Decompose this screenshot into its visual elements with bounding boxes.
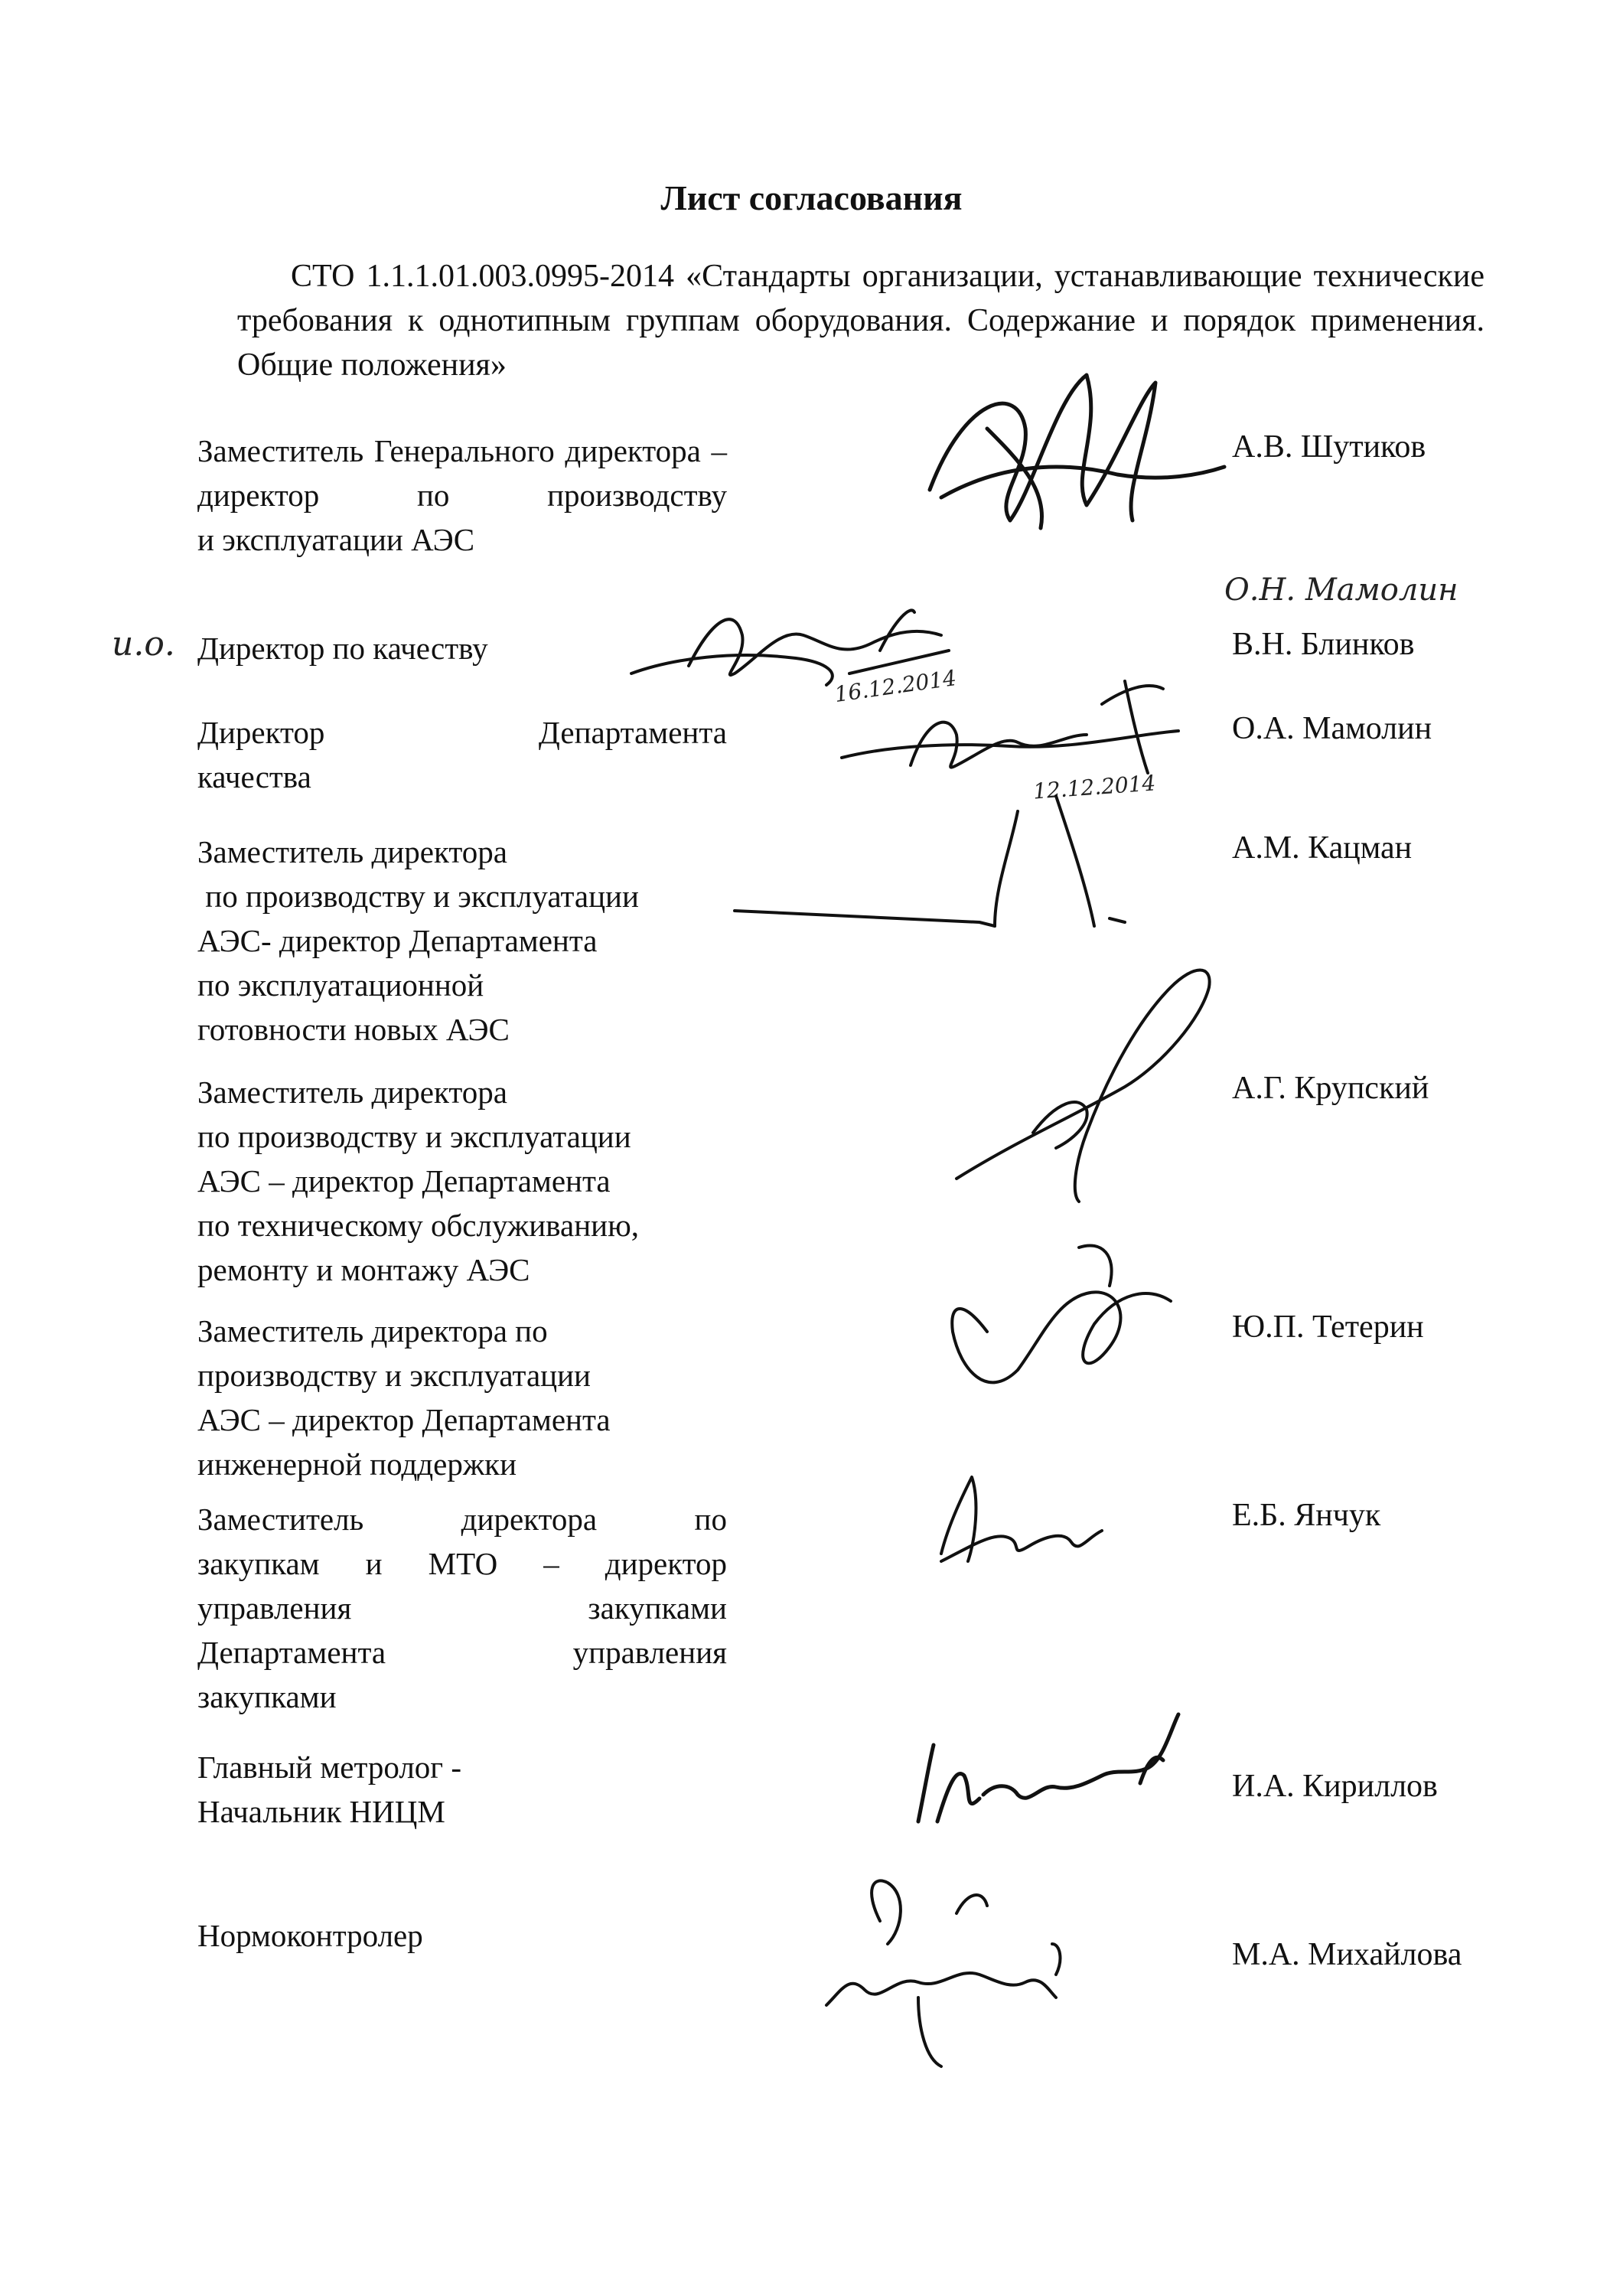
signatory-name-5: А.Г. Крупский (1232, 1071, 1429, 1106)
signature-katsman (735, 796, 1125, 926)
signatory-position-1 (197, 429, 727, 562)
position-line: Директор по качеству (197, 631, 488, 666)
position-line: Заместитель Генерального директора – (197, 433, 727, 468)
signatory-position-9 (197, 1913, 727, 1958)
signatory-name-4: А.М. Кацман (1232, 830, 1413, 866)
signature-mikhaylova (826, 1880, 1060, 2066)
position-line: готовности новых АЭС (197, 1012, 510, 1047)
position-line: качества (197, 759, 311, 794)
signatory-name-2: В.Н. Блинков (1232, 627, 1415, 662)
position-line: Департамента управления (197, 1635, 727, 1670)
position-line: и эксплуатации АЭС (197, 522, 475, 557)
signature-krupsky (957, 970, 1210, 1202)
position-line: закупками (197, 1679, 337, 1714)
document-title: Лист согласования (660, 178, 963, 217)
position-line: Начальник НИЦМ (197, 1794, 445, 1829)
document-subject (237, 254, 1484, 387)
signatory-position-5 (197, 1070, 727, 1292)
position-line: инженерной поддержки (197, 1446, 517, 1482)
signatory-name-9: М.А. Михайлова (1232, 1937, 1462, 1972)
signature-yanchuk (941, 1477, 1102, 1561)
signatory-name-1: А.В. Шутиков (1232, 429, 1426, 465)
position-line: Заместитель директора по (197, 1502, 727, 1537)
position-line: Заместитель директора (197, 834, 507, 869)
position-line: Главный метролог - (197, 1750, 462, 1785)
position-line: по техническому обслуживанию, (197, 1208, 639, 1243)
position-line: АЭС- директор Департамента (197, 923, 598, 958)
signature-date-note-1: 16.12.2014 (833, 665, 958, 707)
signatory-position-2 (197, 626, 727, 670)
position-line: Нормоконтролер (197, 1918, 423, 1953)
position-line: Заместитель директора (197, 1075, 507, 1110)
position-line: ремонту и монтажу АЭС (197, 1252, 530, 1287)
document-subject-text: СТО 1.1.1.01.003.0995-2014 «Стандарты организации, устанавливающие технические требования к однотипным группам оборудования. Содержание и порядок применения. Общие положения» (237, 259, 1484, 383)
signatory-position-6 (197, 1309, 727, 1486)
position-line: управления закупками (197, 1590, 727, 1626)
position-line: по эксплуатационной (197, 967, 484, 1003)
position-line: по производству и эксплуатации (197, 879, 639, 914)
position-line: АЭС – директор Департамента (197, 1402, 611, 1437)
signatory-position-3 (197, 710, 727, 799)
signatory-position-8 (197, 1745, 727, 1834)
signatory-name-3: О.А. Мамолин (1232, 711, 1432, 746)
position-line: закупкам и МТО – директор (197, 1546, 727, 1581)
signature-date-note-2: 12.12.2014 (1032, 770, 1157, 804)
signatory-name-7: Е.Б. Янчук (1232, 1498, 1381, 1533)
position-line: директор по производству (197, 478, 727, 513)
signatory-name-6: Ю.П. Тетерин (1232, 1309, 1424, 1345)
substitute-name-note: О.Н. Мамолин (1224, 572, 1458, 608)
signatory-position-4 (197, 830, 727, 1052)
position-line: производству и эксплуатации (197, 1358, 591, 1393)
signatory-name-8: И.А. Кириллов (1232, 1769, 1438, 1804)
signature-teterin (952, 1245, 1171, 1382)
position-line: Заместитель директора по (197, 1313, 548, 1349)
position-line: по производству и эксплуатации (197, 1119, 631, 1154)
position-line: Директор Департамента (197, 715, 727, 750)
acting-mark-note: и.о. (112, 625, 175, 664)
signature-shutikov (930, 375, 1224, 528)
signature-kirillov (918, 1714, 1178, 1821)
position-line: АЭС – директор Департамента (197, 1163, 611, 1199)
signatory-position-7 (197, 1497, 727, 1719)
